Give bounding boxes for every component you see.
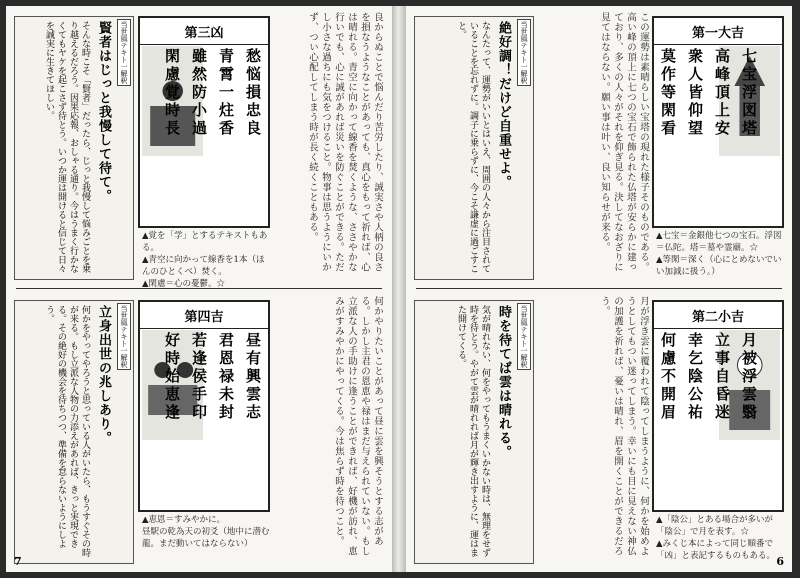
note-line: ▲「陰公」とある場合が多いが「陰公」で月を表す。☆ [656, 515, 774, 537]
page-number: 7 [14, 555, 22, 568]
fortune-section-1 [414, 12, 784, 282]
poem-line: 幸乞陰公祐 [686, 332, 704, 422]
poem-line: 何慮不開眉 [659, 332, 677, 422]
fortune-box [138, 300, 270, 512]
commentary-body: そんな時こそ「賢者」だったら、じっと我慢して悩みごとを乗り越えるだろう。因果応報、おしゃる通り。今はうまく行かなくてもヤケを起こさず待とう。いつか運は開けると信じて日々を誠実に生きてほしい。 [44, 21, 90, 273]
poem-line: 月被浮雲翳 [740, 332, 758, 422]
commentary-box [414, 300, 534, 564]
fortune-title: 第三凶 [140, 18, 268, 45]
fortune-body-text: この運勢は素晴らしい宝塔の現れた様子そのものである。高い峰の頂上に七つの宝石で飾られた仏塔が安らかに建っており、多くの人々がそれを仰ぎ見る。決してなおざりに見てはならない。願い事は叶い、良い知らせが来る。 [599, 12, 649, 272]
fortune-section-3 [14, 12, 384, 289]
poem-line: 高峰頂上安 [713, 48, 731, 138]
commentary-heading: 立身出世の兆しあり。 [96, 305, 111, 445]
right-page [406, 6, 792, 572]
commentary-label: 当世風テキト一解釈 [117, 19, 131, 86]
page-divider [416, 288, 782, 289]
fortune-poem [658, 332, 760, 506]
note-line: ▲みくじ本によって同じ順番で「凶」と表記するものもある。 [656, 539, 776, 561]
fortune-notes [142, 230, 270, 290]
poem-line: 君恩禄未封 [217, 332, 235, 422]
note-line: ▲覚を「学」とするテキストもある。 [142, 231, 268, 253]
commentary-label: 当世風テキト一解釈 [117, 303, 131, 370]
fortune-box [652, 300, 784, 512]
note-line: ▲青空に向かって線香を1本（ほんのひとくべ）焚く。 [142, 255, 265, 277]
poem-line: 衆人皆仰望 [686, 48, 704, 138]
fortune-poem [162, 48, 264, 222]
poem-line: 愁悩損忠良 [244, 48, 262, 138]
fortune-title: 第四吉 [140, 302, 268, 329]
fortune-box [652, 16, 784, 228]
fortune-body-text: 良からぬことで悩んだり苦労したり、誠実さや人柄の良さを損なうようなことがあっても、真心をもって祈れば、心は晴れる。青空に向かって線香を焚くような、ささやかな行いでも、心に誠があれば災いを防ぐことができる。ただし小さな過ちにも気をつけること。物事は思うようにいかず、つい心配してしまう時が長く続くこともある。 [307, 12, 383, 272]
commentary-label: 当世風テキト一解釈 [517, 19, 531, 86]
note-line: ▲等閑＝深く（心にとめないでいい加減に扱う。） [656, 255, 782, 277]
fortune-poem [658, 48, 760, 222]
commentary-body: 気が晴れない、何をやってもうまくいかない時は、無理をせず時を待とう。やがて雲が晴れれば月が輝き出すように、運はまた開けてくる。 [456, 305, 490, 557]
note-line: ▲閑慮＝心の憂鬱。☆ [142, 279, 226, 289]
poem-line: 昼有興雲志 [244, 332, 262, 422]
poem-line: 莫作等閑看 [659, 48, 677, 138]
fortune-body-text: 月が浮き雲に覆われて陰ってしまうように、何かを始めようとしてもつい迷ってしまう。幸いにも目に見えない神仏の加護を祈れば、憂いは晴れ、眉を開くことができるだろう。 [599, 296, 649, 556]
note-line: ▲七宝＝金銀他七つの宝石。浮図＝仏陀。塔＝墓や霊廟。☆ [656, 231, 782, 253]
fortune-title: 第一大吉 [654, 18, 782, 45]
commentary-heading: 賢者はじっと我慢して待て。 [96, 21, 111, 203]
fortune-box [138, 16, 270, 228]
left-page [6, 6, 392, 572]
commentary-body: 何かをやってやろうと思っている人がいたら、もうすぐその時が来る。もし立派な人物の力添えがあれば、きっと実現できる。その絶好の機会を待ちつつ、準備を怠らないようにしよう。 [44, 305, 90, 557]
commentary-label: 当世風テキト一解釈 [517, 303, 531, 370]
commentary-box [414, 16, 534, 280]
commentary-body: なんたって、運勢がいいとはいえ、周囲の人々から注目されていることを忘れずに。調子に乗らずに、今こそ謙虚に過ごすこと。 [456, 21, 490, 273]
commentary-heading: 時を待てば雲は晴れる。 [496, 305, 511, 459]
poem-line: 好時始恵逢 [163, 332, 181, 422]
note-line: 昼駅の乾為天の初爻（地中に潜む龍。まだ動いてはならない） [142, 527, 270, 549]
commentary-box [14, 16, 134, 280]
fortune-notes [142, 514, 270, 550]
note-line: ▲恵恩＝すみやかに。 [142, 515, 226, 525]
commentary-box [14, 300, 134, 564]
poem-line: 雖然防小過 [190, 48, 208, 138]
poem-line: 若逢侯手印 [190, 332, 208, 422]
poem-line: 立事自昏迷 [713, 332, 731, 422]
page-number: 6 [776, 555, 784, 568]
fortune-notes [656, 230, 784, 278]
fortune-section-2 [414, 296, 784, 566]
book-gutter [392, 6, 406, 572]
fortune-title: 第二小吉 [654, 302, 782, 329]
fortune-body-text: 何かやりたいことがあって昼に雲を興そうとする志がある。しかし主君の恩恵や禄はまだ与えられていない。もし立派な人の手助けに逢うことができれば、好機が訪れ、恵みがすみやかにやってくる。今は焦らず時を待つこと。 [333, 296, 383, 556]
poem-line: 七宝浮図塔 [740, 48, 758, 138]
commentary-heading: 絶好調！だけど自重せよ。 [496, 21, 511, 189]
poem-line: 青霄一炷香 [217, 48, 235, 138]
fortune-section-4 [14, 296, 384, 566]
poem-line: 閑慮覚時長 [163, 48, 181, 138]
fortune-poem [162, 332, 264, 506]
fortune-notes [656, 514, 784, 562]
